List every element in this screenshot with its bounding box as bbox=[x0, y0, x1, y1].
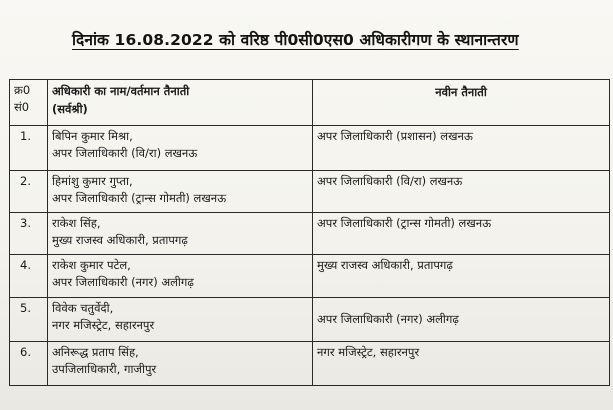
serial-cell: 4. bbox=[10, 255, 48, 298]
serial-cell: 3. bbox=[10, 213, 48, 255]
serial-header bbox=[10, 80, 48, 126]
current-posting: नगर मजिस्ट्रेट, सहारनपुर bbox=[52, 318, 155, 332]
officer-name: राकेश सिंह, bbox=[52, 216, 101, 230]
officer-cell bbox=[48, 342, 313, 386]
current-posting: मुख्य राजस्व अधिकारी, प्रतापगढ़ bbox=[52, 233, 188, 247]
officer-cell bbox=[48, 126, 313, 171]
transfer-table bbox=[9, 79, 610, 386]
new-posting-header: नवीन तैनाती bbox=[313, 80, 610, 126]
name-header bbox=[48, 80, 313, 126]
new-posting-cell: अपर जिलाधिकारी (ट्रान्स गोमती) लखनऊ bbox=[313, 213, 610, 255]
name-header-line1: अधिकारी का नाम/वर्तमान तैनाती bbox=[52, 84, 190, 98]
table-row bbox=[10, 213, 610, 255]
name-header-line2: (सर्वश्री) bbox=[52, 102, 88, 116]
officer-cell bbox=[48, 213, 313, 255]
table-row bbox=[10, 255, 610, 298]
current-posting: अपर जिलाधिकारी (नगर) अलीगढ़ bbox=[52, 275, 194, 289]
officer-name: राकेश कुमार पटेल, bbox=[52, 258, 131, 272]
new-posting-cell: अपर जिलाधिकारी (प्रशासन) लखनऊ bbox=[313, 126, 610, 171]
new-posting-cell: मुख्य राजस्व अधिकारी, प्रतापगढ़ bbox=[313, 255, 610, 298]
table-row bbox=[10, 298, 610, 342]
table-row bbox=[10, 171, 610, 213]
officer-cell bbox=[48, 255, 313, 298]
current-posting: अपर जिलाधिकारी (वि/रा) लखनऊ bbox=[52, 146, 198, 160]
serial-cell: 2. bbox=[10, 171, 48, 213]
table-header-row bbox=[10, 80, 610, 126]
officer-name: बिपिन कुमार मिश्रा, bbox=[52, 129, 133, 143]
table-row bbox=[10, 126, 610, 171]
serial-header-line2: सं0 bbox=[14, 100, 30, 114]
officer-name: हिमांशु कुमार गुप्ता, bbox=[52, 174, 133, 188]
officer-cell bbox=[48, 298, 313, 342]
serial-header-line1: क्र0 bbox=[14, 83, 31, 97]
current-posting: अपर जिलाधिकारी (ट्रान्स गोमती) लखनऊ bbox=[52, 191, 227, 205]
current-posting: उपजिलाधिकारी, गाजीपुर bbox=[52, 362, 157, 376]
table-row bbox=[10, 342, 610, 386]
serial-cell: 6. bbox=[10, 342, 48, 386]
officer-name: विवेक चतुर्वेदी, bbox=[52, 301, 114, 315]
new-posting-cell: अपर जिलाधिकारी (नगर) अलीगढ़ bbox=[313, 298, 610, 342]
new-posting-cell: अपर जिलाधिकारी (वि/रा) लखनऊ bbox=[313, 171, 610, 213]
serial-cell: 5. bbox=[10, 298, 48, 342]
new-posting-cell: नगर मजिस्ट्रेट, सहारनपुर bbox=[313, 342, 610, 386]
officer-name: अनिरूद्ध प्रताप सिंह, bbox=[52, 345, 139, 359]
document-title: दिनांक 16.08.2022 को वरिष्ठ पी0सी0एस0 अधिकारीगण के स्थानान्तरण bbox=[72, 31, 519, 49]
serial-cell: 1. bbox=[10, 126, 48, 171]
officer-cell bbox=[48, 171, 313, 213]
